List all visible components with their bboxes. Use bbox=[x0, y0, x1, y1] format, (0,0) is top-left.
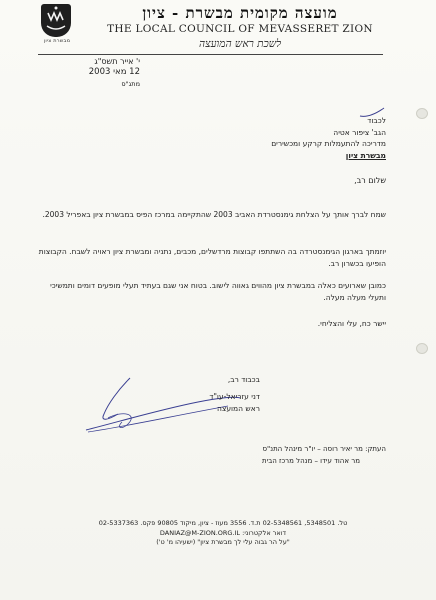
sign-off: בכבוד רב, bbox=[227, 375, 260, 384]
body-paragraph-1: שמח לברך אותך על הצלחת גימנסטרדת האביב 2003 שהתקיימה במרכז הפיס במבשרת ציון באפריל 2003. bbox=[42, 210, 386, 219]
recipient-role: מדריכה להתעמלות קרקע ומכשירים bbox=[271, 139, 386, 148]
punch-hole bbox=[416, 108, 428, 119]
letter-footer bbox=[28, 519, 418, 548]
body-paragraph-2: יוזמתך בארגון הגימנסטרדה בה השתתפו קבוצות מרדשלים, מכבים, נתניה ומבשרת ציון ראויה לשבח. הקבוצות הופיעו בכשרון רב. bbox=[38, 247, 386, 268]
footer-email: דואר אלקטרוני: DANIAZ@M-ZION.ORG.IL bbox=[159, 528, 287, 537]
council-logo bbox=[41, 4, 71, 37]
logo-caption: מבשרת ציון bbox=[43, 38, 71, 44]
recipient-block bbox=[150, 115, 386, 161]
copies-label: העתק: bbox=[365, 445, 386, 453]
letterhead-divider bbox=[38, 54, 383, 55]
reference-code: מתג"ס bbox=[121, 80, 140, 88]
copy-recipient-2: מר אהוד עידו – מנהל מרכז הבית bbox=[262, 457, 360, 465]
council-name-hebrew: מועצה מקומית מבשרת - ציון bbox=[142, 4, 338, 22]
signer-block bbox=[110, 391, 260, 415]
recipient-prefix: לכבוד bbox=[367, 116, 386, 125]
punch-hole bbox=[416, 343, 428, 354]
recipient-place: מבשרת ציון bbox=[345, 150, 386, 160]
office-name: לשכת ראש המועצה bbox=[198, 38, 282, 50]
letter-date: 12 מאי 2003 bbox=[88, 67, 140, 77]
greeting: שלום רב, bbox=[354, 176, 386, 185]
recipient-name: הגב' ציפור אטיה bbox=[333, 127, 386, 137]
copy-recipient-1: מר יאיר רוסה – יו"ר מינהל התנ"ס bbox=[262, 445, 363, 453]
body-paragraph-3: כמובן שארועים כאלה במבשרת ציון מהווים גאווה לישוב. בטוח אני שגם בעתיד תעלי מופעים דומים ותמשיכי ותעלי מעלה מעלה. bbox=[50, 281, 386, 302]
footer-motto: "על הר גבוה עלי לך מבשרת ציון" (ישעיהו מ' ט') bbox=[156, 538, 290, 546]
copies-block bbox=[160, 443, 386, 467]
body-paragraph-4: יישר כח, עלי והצליחי. bbox=[317, 319, 386, 328]
council-name-english: THE LOCAL COUNCIL OF MEVASSERET ZION bbox=[107, 23, 373, 35]
footer-contact: טל. 5348501, 02-5348561 ת.ד. 3556 מעוז - ציון, מיקוד 90805 פקס. 02-5337363 bbox=[98, 519, 348, 527]
signer-name: דני עזריאל-עו"ד bbox=[209, 392, 260, 401]
hebrew-date: י' אייר תשס"ג bbox=[94, 57, 140, 66]
signer-title: ראש המועצה bbox=[216, 404, 260, 413]
